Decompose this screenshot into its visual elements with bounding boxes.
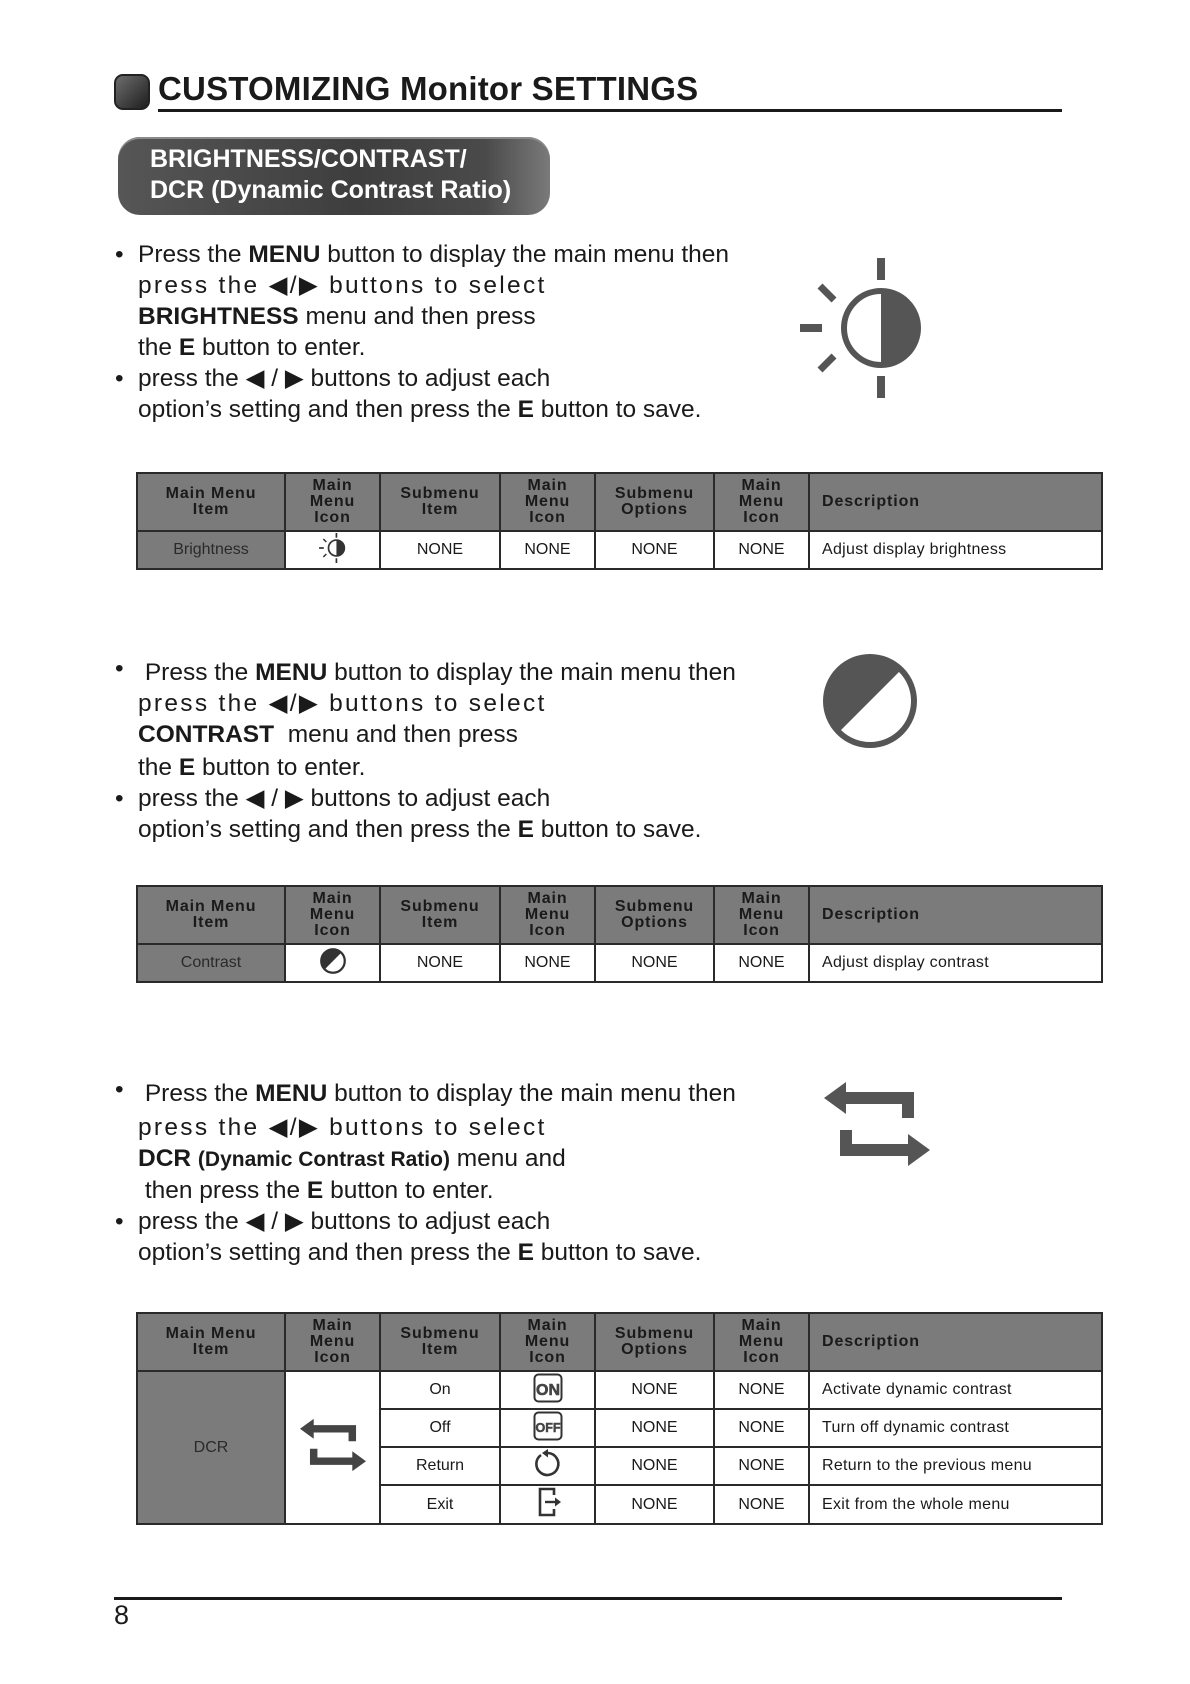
header-main-menu-icon: Main Menu Icon (500, 473, 595, 531)
table-header-row (137, 473, 1102, 531)
brightness-sun-icon (318, 533, 348, 563)
brightness-instructions (115, 239, 730, 425)
description-cell: Adjust display brightness (809, 531, 1102, 569)
menu-keyword: MENU (255, 1080, 328, 1107)
contrast-circle-icon (319, 947, 347, 975)
text: buttons to adjust each (310, 1208, 551, 1235)
contrast-keyword: CONTRAST (138, 721, 275, 748)
text: button to display the (334, 659, 554, 686)
header-bullet-icon (114, 74, 150, 110)
arrow-keys: ◀/▶ (268, 272, 320, 299)
header-submenu-item: Submenu Item (380, 473, 500, 531)
header-main-menu-icon: Main Menu Icon (714, 886, 809, 944)
text: main menu then (553, 241, 730, 268)
text: button to display the (334, 1080, 554, 1107)
header-main-menu-item: Main Menu Item (137, 1313, 285, 1371)
brightness-sun-icon (800, 258, 930, 398)
header-main-menu-icon: Main Menu Icon (285, 886, 380, 944)
header-submenu-item: Submenu Item (380, 886, 500, 944)
submenu-options-cell: NONE (595, 1485, 714, 1524)
bullet: • (115, 1076, 124, 1103)
bullet: • (115, 241, 124, 268)
section-badge-line2: DCR (Dynamic Contrast Ratio) (150, 176, 512, 204)
text: buttons to adjust each (310, 785, 551, 812)
submenu-icon-cell: NONE (500, 531, 595, 569)
options-icon-cell: NONE (714, 1371, 809, 1409)
table-header-row (137, 1313, 1102, 1371)
submenu-icon-cell (500, 1371, 595, 1409)
options-icon-cell: NONE (714, 531, 809, 569)
description-cell: Adjust display contrast (809, 944, 1102, 982)
header-main-menu-icon: Main Menu Icon (285, 473, 380, 531)
text: button to enter. (330, 1177, 494, 1204)
submenu-icon-cell (500, 1485, 595, 1524)
header-submenu-options: Submenu Options (595, 1313, 714, 1371)
header-submenu-options: Submenu Options (595, 473, 714, 531)
submenu-item-cell: NONE (380, 944, 500, 982)
text: button to save. (540, 396, 702, 423)
header-submenu-item: Submenu Item (380, 1313, 500, 1371)
text: buttons to adjust each (310, 365, 551, 392)
text: then press the (144, 1177, 301, 1204)
on-badge-text: ON (535, 1381, 560, 1399)
text: Press the (144, 1080, 249, 1107)
text: option’s setting and then press the (138, 396, 511, 423)
main-menu-icon-cell (285, 944, 380, 982)
header-description: Description (809, 886, 1102, 944)
text: press the (138, 690, 260, 717)
header-submenu-options: Submenu Options (595, 886, 714, 944)
description-cell: Exit from the whole menu (809, 1485, 1102, 1524)
main-menu-item-cell: DCR (137, 1371, 285, 1524)
text: press the (138, 365, 239, 392)
page-number: 8 (114, 1600, 130, 1630)
arrow-keys: ◀/▶ (268, 1114, 320, 1141)
text: button to save. (540, 816, 702, 843)
text: option’s setting and then press the (138, 1239, 511, 1266)
text: Press the (138, 241, 242, 268)
text: buttons to select (329, 272, 547, 299)
options-icon-cell: NONE (714, 1447, 809, 1485)
text: main menu then (560, 1080, 736, 1107)
text: press the (138, 1208, 239, 1235)
description-cell: Return to the previous menu (809, 1447, 1102, 1485)
brightness-table (136, 472, 1103, 570)
options-icon-cell: NONE (714, 1485, 809, 1524)
bullet: • (115, 365, 124, 392)
return-arrow-icon (533, 1449, 563, 1479)
arrow-keys: ◀ / ▶ (245, 365, 304, 392)
text: menu and then press (305, 303, 536, 330)
dcr-table (136, 1312, 1103, 1525)
table-row (137, 531, 1102, 569)
description-cell: Turn off dynamic contrast (809, 1409, 1102, 1447)
dcr-loop-arrows-icon (824, 1080, 930, 1168)
text: menu and (456, 1145, 566, 1172)
page-title: CUSTOMIZING Monitor SETTINGS (158, 70, 699, 107)
text: menu and then press (287, 721, 518, 748)
text: button to enter. (202, 334, 366, 361)
submenu-options-cell: NONE (595, 531, 714, 569)
text: buttons to select (329, 690, 547, 717)
main-menu-item-cell: Contrast (137, 944, 285, 982)
options-icon-cell: NONE (714, 1409, 809, 1447)
submenu-options-cell: NONE (595, 1371, 714, 1409)
options-icon-cell: NONE (714, 944, 809, 982)
submenu-options-cell: NONE (595, 1447, 714, 1485)
e-key: E (517, 816, 534, 843)
submenu-icon-cell (500, 1409, 595, 1447)
header-main-menu-icon: Main Menu Icon (285, 1313, 380, 1371)
submenu-item-cell: Exit (380, 1485, 500, 1524)
main-menu-icon-cell (285, 531, 380, 569)
header-main-menu-icon: Main Menu Icon (500, 1313, 595, 1371)
text: the (138, 754, 173, 781)
text: the (138, 334, 173, 361)
contrast-table (136, 885, 1103, 983)
bullet: • (115, 1208, 124, 1235)
submenu-options-cell: NONE (595, 944, 714, 982)
text: button to enter. (202, 754, 366, 781)
e-key: E (306, 1177, 324, 1204)
dcr-loop-arrows-icon (300, 1417, 366, 1473)
arrow-keys: ◀ / ▶ (245, 785, 304, 812)
header-description: Description (809, 1313, 1102, 1371)
table-row (137, 1371, 1102, 1409)
brightness-keyword: BRIGHTNESS (138, 303, 299, 330)
text: buttons to select (329, 1114, 547, 1141)
header-main-menu-icon: Main Menu Icon (500, 886, 595, 944)
on-badge-icon (533, 1373, 563, 1403)
section-badge-line1: BRIGHTNESS/CONTRAST/ (150, 145, 467, 173)
e-key: E (517, 396, 534, 423)
text: option’s setting and then press the (138, 816, 511, 843)
footer-divider (114, 1597, 1062, 1600)
submenu-icon-cell: NONE (500, 944, 595, 982)
contrast-circle-icon (820, 651, 920, 751)
description-cell: Activate dynamic contrast (809, 1371, 1102, 1409)
submenu-item-cell: NONE (380, 531, 500, 569)
dcr-full-name: (Dynamic Contrast Ratio) (197, 1148, 450, 1171)
header-main-menu-item: Main Menu Item (137, 886, 285, 944)
arrow-keys: ◀/▶ (268, 690, 320, 717)
table-row (137, 944, 1102, 982)
submenu-item-cell: Off (380, 1409, 500, 1447)
bullet: • (115, 655, 124, 682)
title-divider (158, 109, 1062, 112)
bullet: • (115, 785, 124, 812)
e-key: E (517, 1239, 534, 1266)
text: press the (138, 785, 239, 812)
contrast-instructions (115, 655, 736, 845)
dcr-instructions (115, 1076, 736, 1268)
header-main-menu-icon: Main Menu Icon (714, 1313, 809, 1371)
header-description: Description (809, 473, 1102, 531)
submenu-icon-cell (500, 1447, 595, 1485)
arrow-keys: ◀ / ▶ (245, 1208, 304, 1235)
submenu-item-cell: On (380, 1371, 500, 1409)
text: press the (138, 1114, 260, 1141)
off-badge-icon (533, 1411, 563, 1441)
dcr-keyword: DCR (138, 1145, 192, 1172)
header-main-menu-item: Main Menu Item (137, 473, 285, 531)
e-key: E (178, 754, 196, 781)
table-header-row (137, 886, 1102, 944)
text: button to save. (540, 1239, 702, 1266)
menu-keyword: MENU (248, 241, 321, 268)
text: main menu then (560, 659, 736, 686)
submenu-item-cell: Return (380, 1447, 500, 1485)
menu-keyword: MENU (255, 659, 328, 686)
text: Press the (144, 659, 249, 686)
exit-door-icon (533, 1486, 563, 1518)
submenu-options-cell: NONE (595, 1409, 714, 1447)
text: button to display the (327, 241, 547, 268)
header-main-menu-icon: Main Menu Icon (714, 473, 809, 531)
section-badge (118, 137, 550, 215)
main-menu-icon-cell (285, 1371, 380, 1524)
e-key: E (178, 334, 196, 361)
main-menu-item-cell: Brightness (137, 531, 285, 569)
off-badge-text: OFF (535, 1420, 560, 1435)
text: press the (138, 272, 260, 299)
